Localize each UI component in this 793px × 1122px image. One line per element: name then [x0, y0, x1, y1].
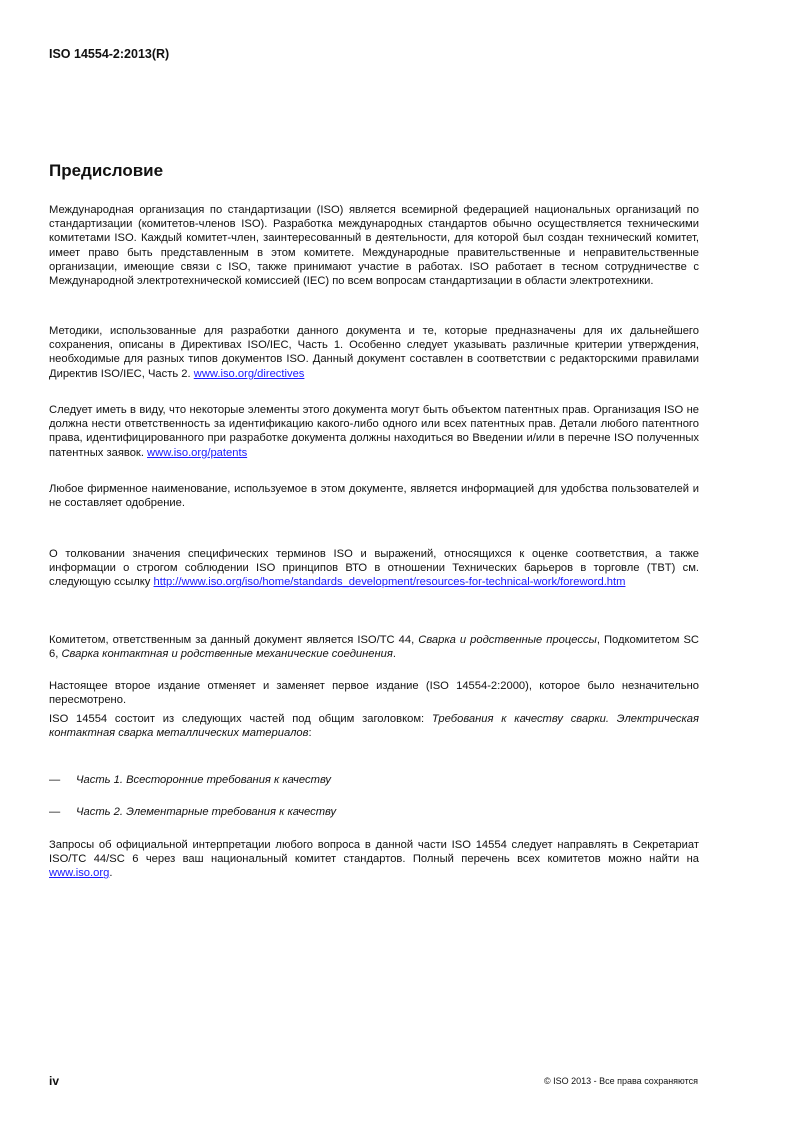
paragraph-text: Методики, использованные для разработки данного документа и те, которые предназначены для их дальнейшего сохранения, описаны в Директивах ISO/IEC, Часть 1. Особенно следует указывать различные критерии утверждения, необходимые для разных типов документов ISO. Данный документ составлен в соответствии с редакторскими правилами Директив ISO/IEC, Часть 2.	[49, 325, 699, 380]
general-title: Требования к качеству сварки. Электрическая контактная сварка металлических материалов	[49, 713, 699, 740]
document-header: ISO 14554-2:2013(R)	[49, 47, 170, 61]
list-dash: —	[49, 806, 61, 818]
directives-link[interactable]: www.iso.org/directives	[193, 367, 305, 380]
page-number: iv	[49, 1074, 60, 1088]
paragraph-text: .	[109, 867, 113, 880]
paragraph-8	[49, 712, 699, 740]
list-item-text: Часть 2. Элементарные требования к качеству	[76, 806, 337, 818]
list-item	[49, 805, 336, 819]
paragraph-text: Комитетом, ответственным за данный документ является ISO/TC 44,	[49, 634, 419, 646]
paragraph-3	[49, 403, 699, 460]
paragraph-text: .	[392, 648, 396, 661]
paragraph-1: Международная организация по стандартизации (ISO) является всемирной федерацией национальных организаций по стандартизации (комитетов-членов ISO). Разработка международных стандартов обычно осуществляется техническими комитетами ISO. Каждый комитет-член, заинтересованный в деятельности, для которой был создан технический комитет, имеет право быть представленным в этом комитете. Международные правительственные и неправительственные организации, имеющие связи с ISO, также принимают участие в работах. ISO работает в тесном сотрудничестве с Международной электротехнической комиссией (IEC) по всем вопросам стандартизации в области электротехники.	[49, 204, 699, 288]
list-item	[49, 773, 331, 787]
foreword-link[interactable]: http://www.iso.org/iso/home/standards_development/resources-for-technical-work/foreword.htm	[153, 576, 626, 589]
committee-title: Сварка и родственные процессы	[418, 634, 597, 646]
paragraph-text: , Подкомитетом SC 6,	[49, 634, 700, 661]
paragraph-text: Следует иметь в виду, что некоторые элементы этого документа могут быть объектом патентных прав. Организация ISO не должна нести ответственность за идентификацию какого-либо одного или всех патентных прав. Детали любого патентного права, идентифицированного при разработке документа должны находиться во Введении и/или в перечне ISO полученных патентных заявок.	[49, 404, 699, 459]
copyright-notice: © ISO 2013 - Все права сохраняются	[543, 1076, 698, 1086]
paragraph-text: ISO 14554 состоит из следующих частей под общим заголовком:	[49, 713, 432, 725]
paragraph-6	[49, 633, 699, 661]
paragraph-7: Настоящее второе издание отменяет и заменяет первое издание (ISO 14554-2:2000), которое было незначительно пересмотрено.	[49, 680, 699, 707]
paragraph-9	[49, 838, 699, 881]
paragraph-text: :	[308, 727, 312, 740]
paragraph-2	[49, 324, 699, 381]
section-title: Предисловие	[49, 161, 164, 180]
iso-org-link[interactable]: www.iso.org	[49, 867, 110, 880]
paragraph-text: О толковании значения специфических терминов ISO и выражений, относящихся к оценке соответствия, а также информации о строгом соблюдении ISO принципов ВТО в отношении Технических барьеров в торговле (TBT) см. следующую ссылку	[49, 548, 699, 589]
paragraph-text: Запросы об официальной интерпретации любого вопроса в данной части ISO 14554 следует направлять в Секретариат ISO/TC 44/SC 6 через ваш национальный комитет стандартов. Полный перечень всех комитетов можно найти на	[49, 839, 699, 866]
list-item-text: Часть 1. Всесторонние требования к качеству	[76, 774, 332, 786]
paragraph-4: Любое фирменное наименование, используемое в этом документе, является информацией для удобства пользователей и не составляет одобрение.	[49, 483, 699, 510]
subcommittee-title: Сварка контактная и родственные механические соединения	[61, 648, 393, 661]
patents-link[interactable]: www.iso.org/patents	[147, 446, 248, 459]
paragraph-5	[49, 547, 699, 590]
list-dash: —	[49, 774, 61, 786]
